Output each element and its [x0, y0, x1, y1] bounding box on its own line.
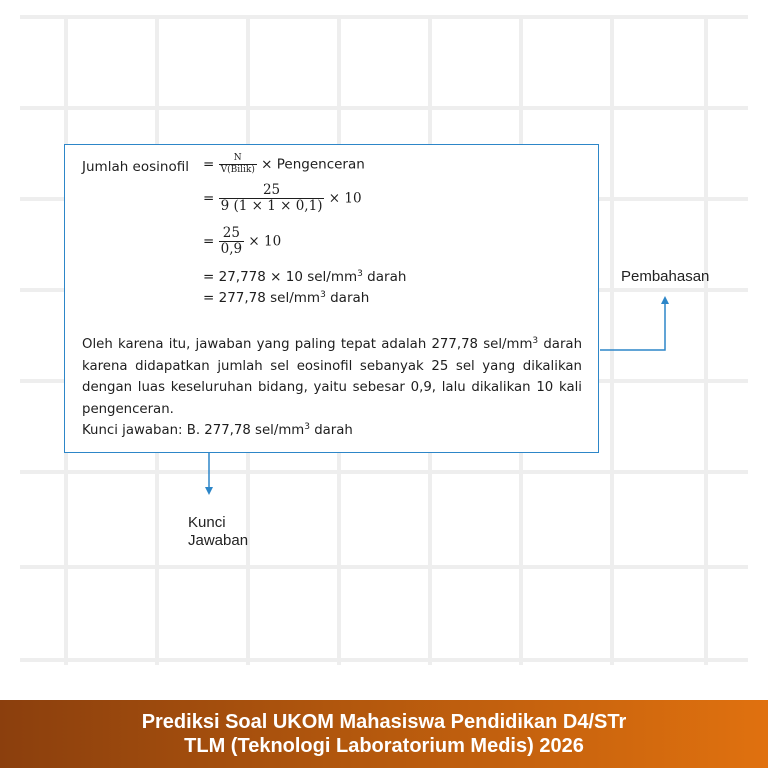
equals-sign: = [203, 290, 215, 306]
superscript-3: 3 [357, 269, 363, 279]
fraction-denominator: 0,9 [220, 240, 243, 257]
explanation-line-2: karena didapatkan jumlah sel eosinofil sebanyak 25 sel yang dikalikan [82, 358, 582, 374]
fraction-numerator: 25 [262, 182, 281, 198]
fraction-denominator: 9 (1 × 1 × 0,1) [220, 197, 323, 214]
pembahasan-arrow [600, 303, 665, 350]
equals-sign: = [203, 156, 215, 173]
kunci-arrowhead [205, 487, 213, 495]
fraction-numerator: N [233, 153, 242, 163]
answer-suffix: darah [309, 423, 353, 438]
fraction-denominator: V(Bilik) [220, 164, 255, 175]
kunci-jawaban-label [188, 514, 248, 550]
kunci-label-line-1: Kunci [188, 514, 226, 531]
superscript-3: 3 [304, 422, 310, 432]
step-5-value: 277,78 sel/mm [218, 290, 321, 306]
fraction-numerator: 25 [222, 225, 240, 241]
superscript-3: 3 [320, 290, 326, 300]
footer-banner [0, 700, 768, 768]
pembahasan-arrowhead [661, 296, 669, 304]
answer-text: Kunci jawaban: B. 277,78 sel/mm [82, 423, 305, 438]
equals-sign: = [203, 190, 215, 207]
step-4-value: 27,778 × 10 sel/mm [218, 269, 358, 285]
equals-sign: = [203, 233, 215, 250]
multiplier-text: × 10 [248, 233, 282, 250]
step-5-suffix: darah [325, 290, 370, 306]
pembahasan-label: Pembahasan [621, 268, 710, 285]
footer-title-line-1: Prediksi Soal UKOM Mahasiswa Pendidikan D4/STr [141, 711, 627, 733]
superscript-3: 3 [532, 336, 539, 346]
equals-sign: = [203, 269, 215, 285]
line-1-text: Oleh karena itu, jawaban yang paling tepat adalah 277,78 sel/mm [82, 337, 533, 352]
step-4-suffix: darah [362, 269, 407, 285]
explanation-line-4: pengenceran. [82, 401, 174, 417]
calc-label: Jumlah eosinofil [82, 159, 189, 175]
kunci-label-line-2: Jawaban [188, 532, 249, 549]
multiplier-text: × 10 [328, 190, 362, 207]
explanation-line-3: dengan luas keseluruhan bidang, yaitu sebesar 0,9, lalu dikalikan 10 kali [82, 380, 582, 395]
multiplier-text: × Pengenceran [261, 156, 365, 173]
line-1-suffix: darah [538, 337, 582, 352]
footer-title-line-2: TLM (Teknologi Laboratorium Medis) 2026 [184, 735, 584, 757]
